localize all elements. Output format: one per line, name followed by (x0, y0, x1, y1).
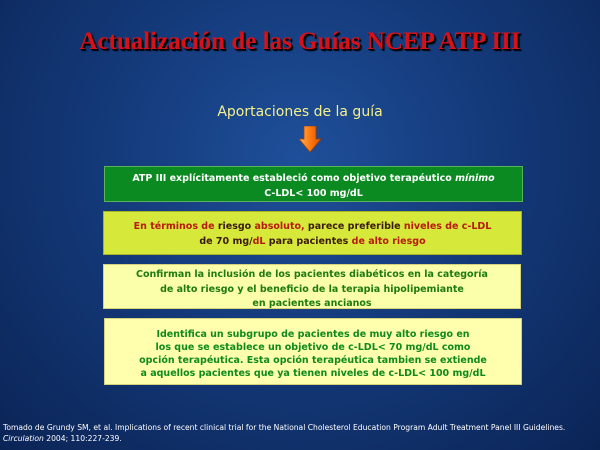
slide-title: Actualización de las Guías NCEP ATP III (79, 28, 521, 55)
box4-line4: a aquellos pacientes que ya tienen niveles de c-LDL< 100 mg/dL (140, 368, 486, 379)
box2-text-6: de 70 mg/ (199, 235, 253, 247)
citation-text: Tomado de Grundy SM, et al. Implications of recent clinical trial for the National Cholesterol Education Program Adult Treatment Panel III Guidelines. (3, 423, 566, 432)
info-box-very-high-risk (104, 318, 522, 385)
citation-details: 2004; 110:227-239. (43, 433, 122, 443)
box2-text-5: niveles de c-LDL (400, 221, 492, 232)
slide-subtitle: Aportaciones de la guía (217, 104, 383, 120)
box3-line2: de alto riesgo y el beneficio de la terapia hipolipemiante (160, 283, 464, 295)
box2-text-1: En términos de (133, 221, 218, 232)
down-arrow-icon (299, 126, 321, 152)
box2-line2 (104, 235, 521, 250)
box2-line1 (104, 220, 521, 235)
box4-line2: los que se establece un objetivo de c-LDL< 70 mg/dL como (155, 342, 471, 353)
citation-journal: Circulation (3, 433, 44, 443)
info-box-atp-iii (104, 166, 523, 202)
box2-text-9: de alto riesgo (348, 235, 426, 247)
box4-line3: opción terapéutica. Esta opción terapéutica tambien se extiende (139, 355, 487, 366)
box2-text-7: dL (252, 235, 269, 247)
box1-line2: C-LDL< 100 mg/dL (264, 187, 363, 199)
info-box-absolute-risk (103, 211, 522, 255)
box3-line3: en pacientes ancianos (252, 298, 372, 309)
box1-line1-text: ATP III explícitamente estableció como objetivo terapéutico (132, 173, 456, 184)
box2-text-2: riesgo (217, 221, 252, 232)
box1-line1 (105, 172, 522, 187)
box2-text-4: parece preferible (307, 221, 401, 232)
box2-text-8: para pacientes (268, 235, 349, 247)
box3-line1: Confirman la inclusión de los pacientes diabéticos en la categoría (136, 269, 488, 280)
box4-line1: Identifica un subgrupo de pacientes de muy alto riesgo en (156, 329, 470, 340)
citation-footer (3, 423, 597, 444)
box2-text-3: absoluto, (251, 221, 308, 232)
box1-line1-emphasis: mínimo (455, 173, 495, 184)
info-box-diabetic-patients (103, 264, 521, 309)
